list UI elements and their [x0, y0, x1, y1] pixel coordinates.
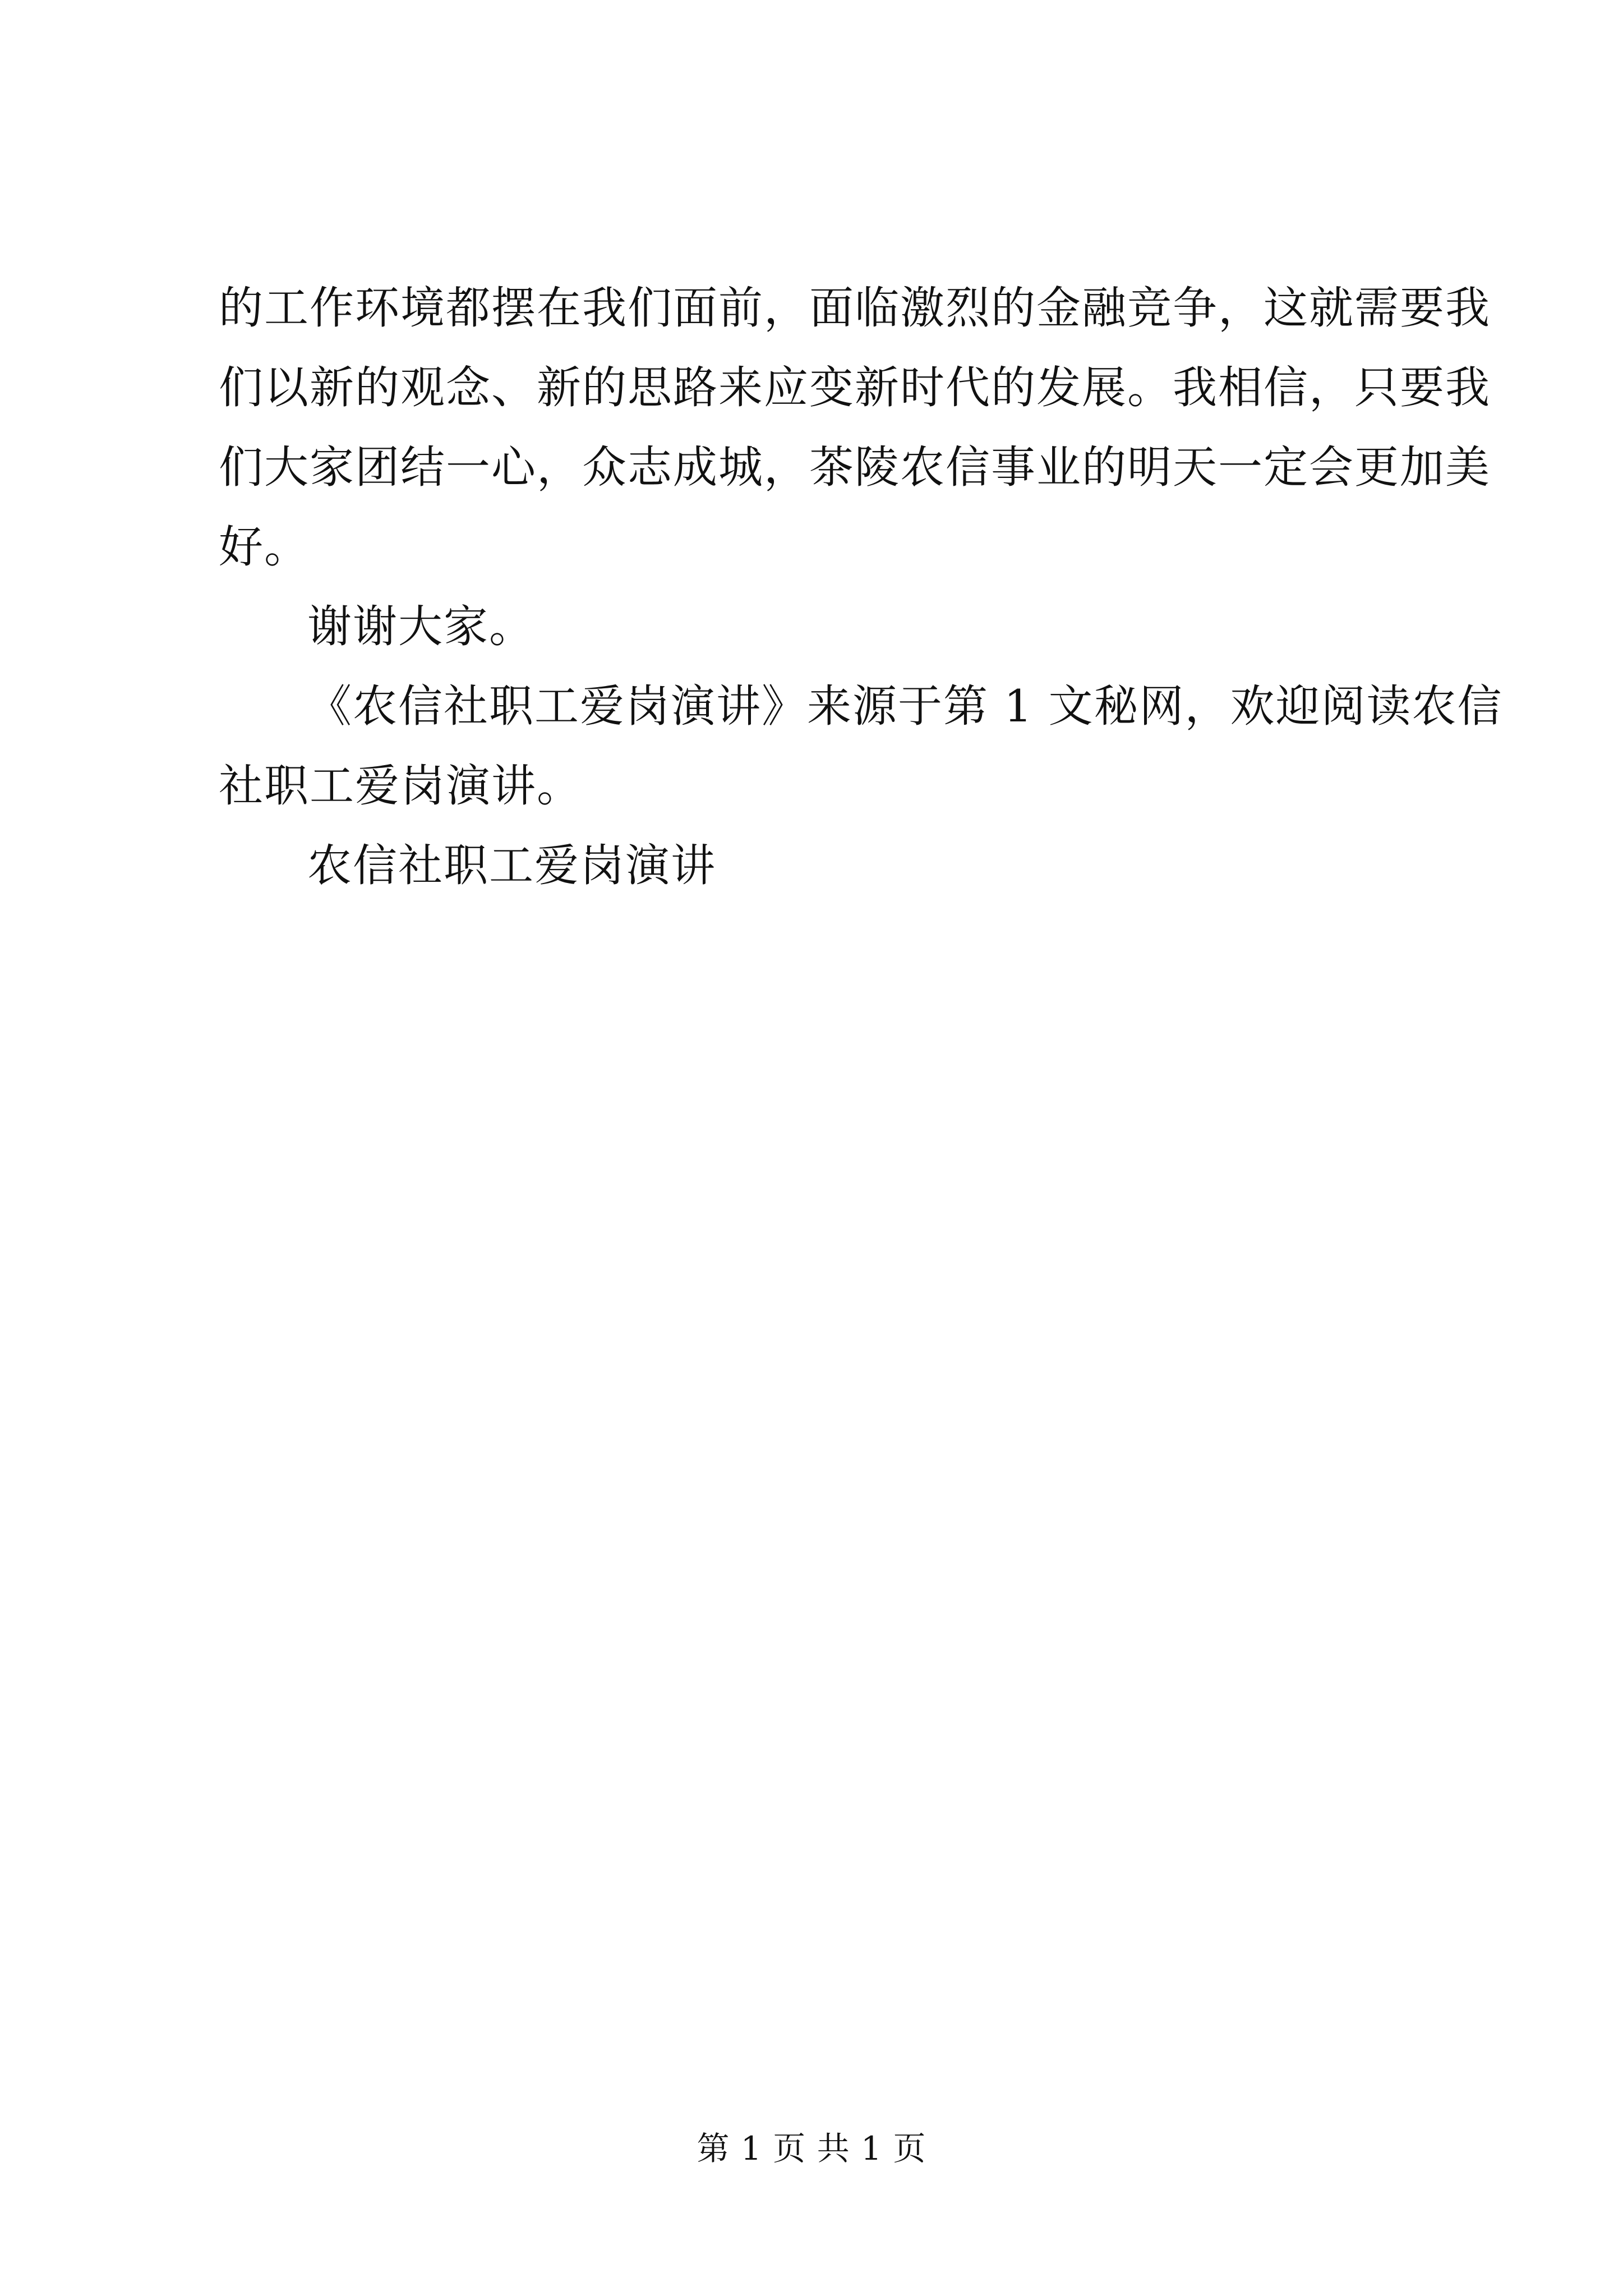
document-body — [219, 268, 1503, 905]
paragraph-line: 们大家团结一心，众志成城，茶陵农信事业的明天一定会更加美 — [219, 441, 1491, 493]
source-note-line: 社职工爱岗演讲。 — [219, 760, 582, 812]
paragraph-line: 的工作环境都摆在我们面前，面临激烈的金融竞争，这就需要我 — [219, 282, 1491, 334]
page-number-footer: 第 1 页 共 1 页 — [697, 2129, 926, 2168]
closing-line: 谢谢大家。 — [307, 601, 534, 652]
paragraph-line: 们以新的观念、新的思路来应变新时代的发展。我相信，只要我 — [219, 362, 1491, 413]
document-title-line: 农信社职工爱岗演讲 — [307, 840, 716, 891]
paragraph-line: 好。 — [219, 521, 310, 573]
source-note-line: 《农信社职工爱岗演讲》来源于第 1 文秘网，欢迎阅读农信 — [307, 680, 1503, 732]
